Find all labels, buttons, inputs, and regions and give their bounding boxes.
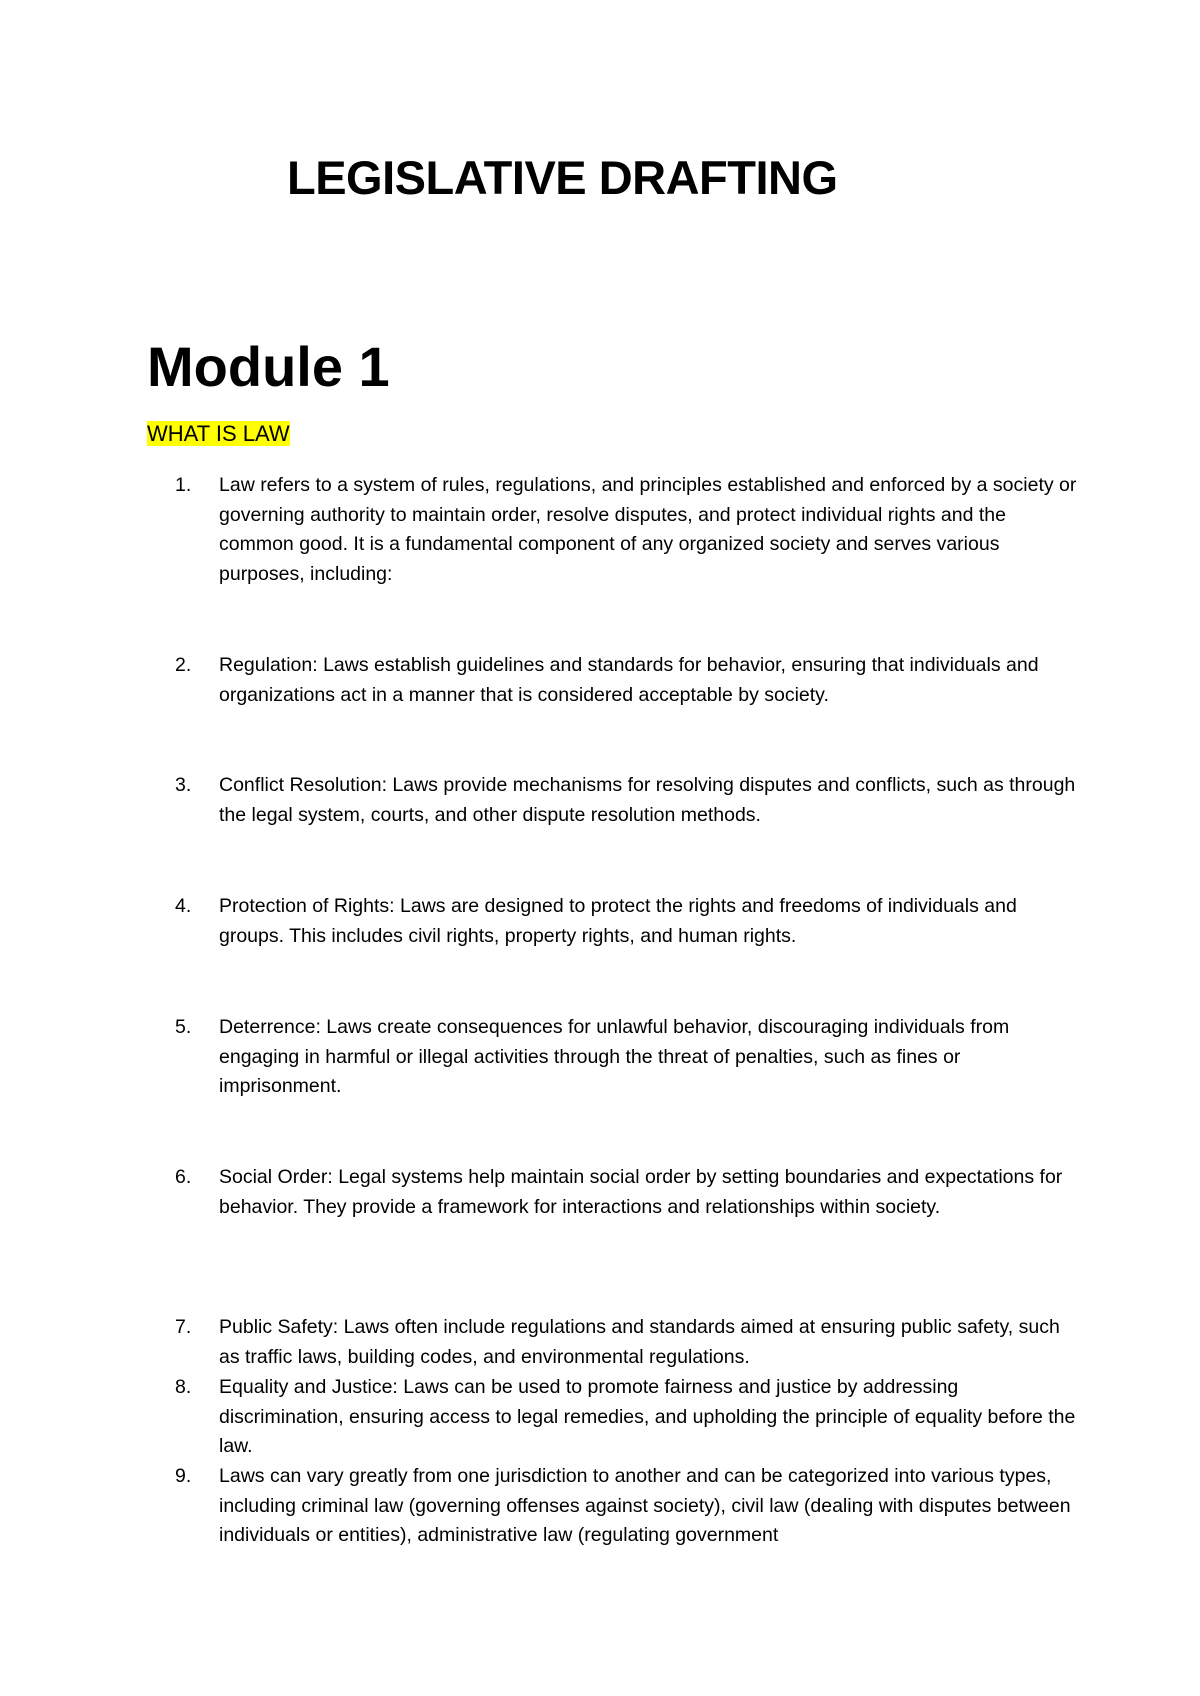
list-item-number: 6. (175, 1166, 192, 1188)
list-item-number: 3. (175, 774, 192, 796)
module-heading: Module 1 (147, 335, 390, 398)
list-item (175, 1373, 1080, 1462)
list-item-number: 2. (175, 654, 192, 676)
list-item-number: 9. (175, 1465, 192, 1487)
list-item (175, 471, 1080, 589)
list-item (175, 1462, 1080, 1551)
list-item-number: 8. (175, 1376, 192, 1398)
list-item-text: Public Safety: Laws often include regulations and standards aimed at ensuring public safety, such as traffic laws, building codes, and environmental regulations. (219, 1316, 1060, 1368)
list-item-number: 5. (175, 1016, 192, 1038)
list-item-text: Law refers to a system of rules, regulations, and principles established and enforced by a society or governing authority to maintain order, resolve disputes, and protect individual rights and the common good. It is a fundamental component of any organized society and serves various purposes, including: (219, 474, 1077, 585)
list-item-number: 1. (175, 474, 192, 496)
list-item-text: Deterrence: Laws create consequences for unlawful behavior, discouraging individuals from engaging in harmful or illegal activities through the threat of penalties, such as fines or imprisonment. (219, 1016, 1010, 1097)
list-item (175, 771, 1080, 830)
list-item-number: 4. (175, 895, 192, 917)
list-item-text: Laws can vary greatly from one jurisdiction to another and can be categorized into various types, including criminal law (governing offenses against society), civil law (dealing with disputes between individuals or entities), administrative law (regulating government (219, 1465, 1071, 1546)
list-item (175, 651, 1080, 710)
document-title: LEGISLATIVE DRAFTING (287, 151, 838, 204)
list-item-text: Regulation: Laws establish guidelines and standards for behavior, ensuring that individuals and organizations act in a manner that is considered acceptable by society. (219, 654, 1039, 706)
list-item (175, 1013, 1080, 1102)
list-item-text: Conflict Resolution: Laws provide mechanisms for resolving disputes and conflicts, such as through the legal system, courts, and other dispute resolution methods. (219, 774, 1076, 826)
list-item (175, 1163, 1080, 1222)
list-item (175, 1313, 1080, 1372)
section-heading (147, 420, 290, 448)
list-item-text: Protection of Rights: Laws are designed to protect the rights and freedoms of individuals and groups. This includes civil rights, property rights, and human rights. (219, 895, 1017, 947)
list-item-number: 7. (175, 1316, 192, 1338)
list-item-text: Equality and Justice: Laws can be used to promote fairness and justice by addressing discrimination, ensuring access to legal remedies, and upholding the principle of equality before the law. (219, 1376, 1076, 1457)
list-item-text: Social Order: Legal systems help maintain social order by setting boundaries and expectations for behavior. They provide a framework for interactions and relationships within society. (219, 1166, 1063, 1218)
list-item (175, 892, 1080, 951)
section-heading-highlight: WHAT IS LAW (147, 421, 290, 446)
